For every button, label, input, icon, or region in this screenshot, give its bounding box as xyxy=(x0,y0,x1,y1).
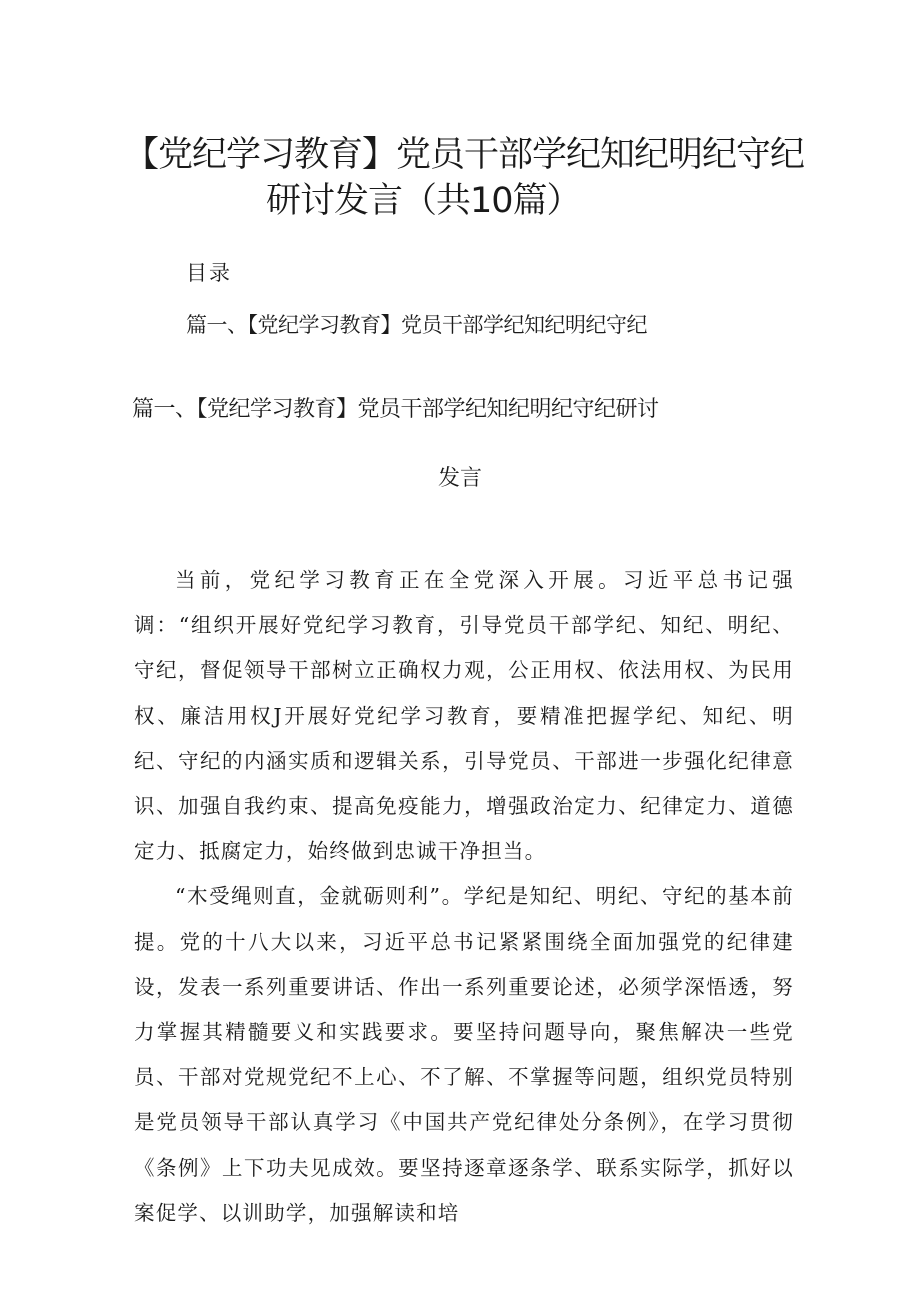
body-paragraph-2: “木受绳则直，金就砺则利”。学纪是知纪、明纪、守纪的基本前提。党的十八大以来，习近平总书记紧紧围绕全面加强党的纪律建设，发表一系列重要讲话、作出一系列重要论述，必须学深悟透，努力掌握其精髓要义和实践要求。要坚持问题导向，聚焦解决一些党员、干部对党规党纪不上心、不了解、不掌握等问题，组织党员特别是党员领导干部认真学习《中国共产党纪律处分条例》，在学习贯彻《条例》上下功夫见成效。要坚持逐章逐条学、联系实际学，抓好以案促学、以训助学，加强解读和培 xyxy=(134,884,794,1225)
document-title-line-2: 研讨发言（共10篇） xyxy=(266,181,581,221)
toc-item[interactable]: 篇一、【党纪学习教育】党员干部学纪知纪明纪守纪 xyxy=(186,313,647,337)
toc-label: 目录 xyxy=(186,261,232,285)
document-title-line-1: 【党纪学习教育】党员干部学纪知纪明纪守纪 xyxy=(124,135,805,175)
section-heading-line-2: 发言 xyxy=(437,466,482,491)
body-paragraph-1: 当前，党纪学习教育正在全党深入开展。习近平总书记强调：“组织开展好党纪学习教育，引导党员干部学纪、知纪、明纪、守纪，督促领导干部树立正确权力观，公正用权、依法用权、为民用权、廉洁用权J开展好党纪学习教育，要精准把握学纪、知纪、明纪、守纪的内涵实质和逻辑关系，引导党员、干部进一步强化纪律意识、加强自我约束、提高免疫能力，增强政治定力、纪律定力、道德定力、抵腐定力，始终做到忠诚干净担当。 xyxy=(134,568,794,864)
body-text xyxy=(134,558,794,1236)
section-heading-line-1: 篇一、【党纪学习教育】党员干部学纪知纪明纪守纪研讨 xyxy=(132,397,659,422)
document-title xyxy=(110,132,810,224)
